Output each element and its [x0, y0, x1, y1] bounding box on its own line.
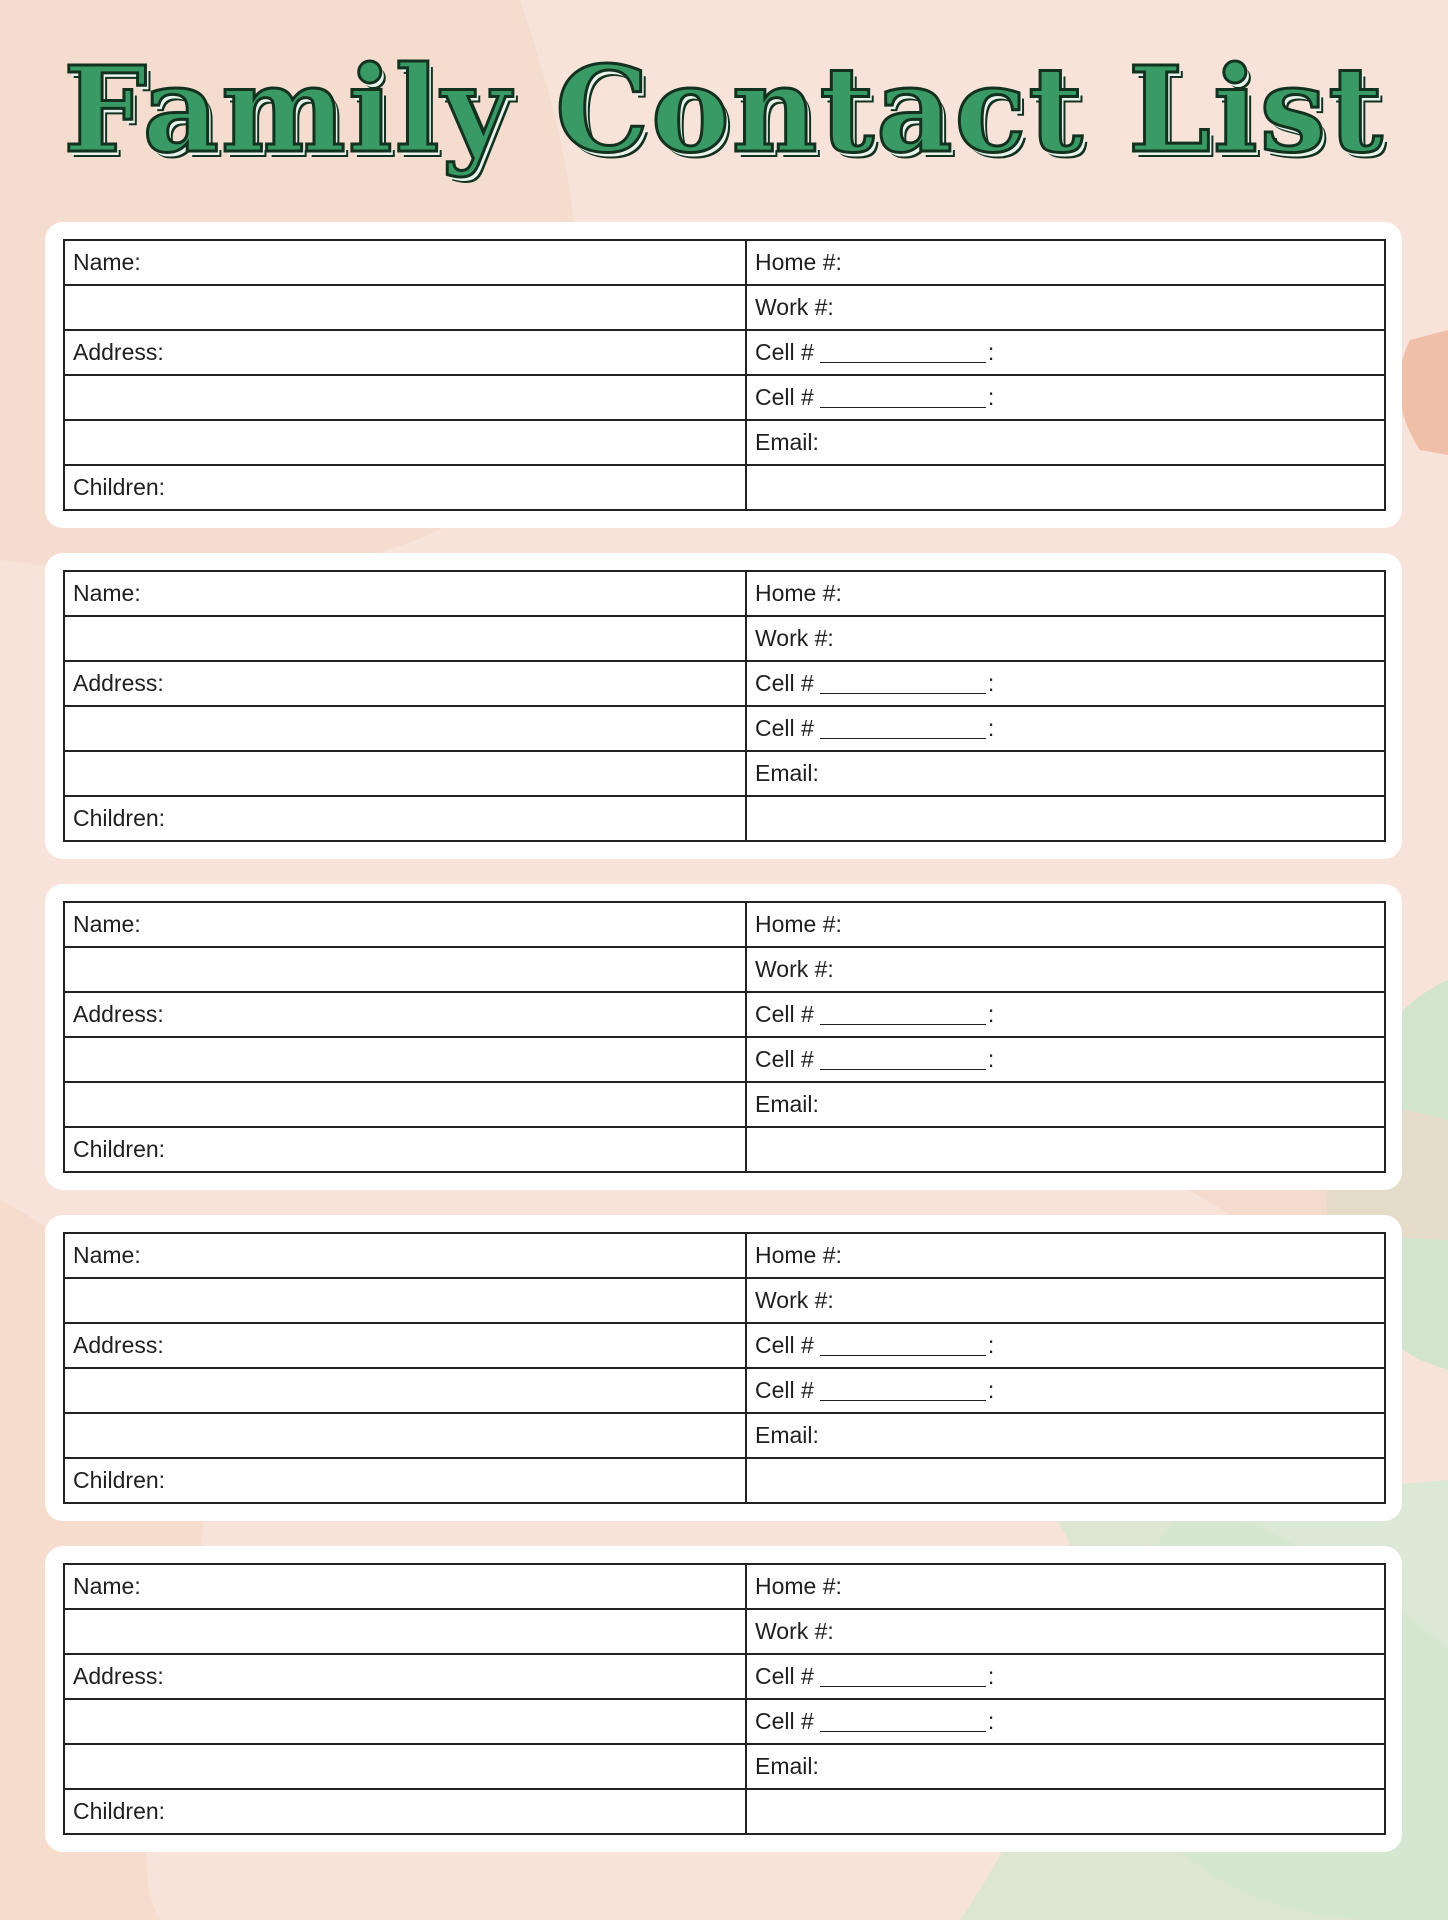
extra-field[interactable] — [746, 1789, 1385, 1834]
name-field[interactable] — [64, 240, 746, 285]
table-row — [64, 1082, 1385, 1127]
table-row — [64, 992, 1385, 1037]
cell-name-blank[interactable] — [820, 1004, 986, 1025]
address-line-field[interactable] — [64, 1368, 746, 1413]
cell-phone-field[interactable] — [746, 1323, 1385, 1368]
cell-suffix: : — [987, 1046, 995, 1072]
cell-phone-field[interactable] — [746, 992, 1385, 1037]
table-row — [64, 1458, 1385, 1503]
home-phone-field[interactable] — [746, 1233, 1385, 1278]
contact-table — [63, 1563, 1386, 1835]
email-field[interactable] — [746, 1413, 1385, 1458]
cell-phone-label: Cell # — [755, 1332, 814, 1358]
children-label: Children: — [73, 805, 166, 831]
address-field[interactable] — [64, 992, 746, 1037]
table-row — [64, 706, 1385, 751]
email-label: Email: — [755, 1091, 819, 1117]
work-phone-field[interactable] — [746, 1278, 1385, 1323]
table-row — [64, 1654, 1385, 1699]
table-row — [64, 285, 1385, 330]
cell-phone-field[interactable] — [746, 1654, 1385, 1699]
work-phone-label: Work #: — [755, 956, 834, 982]
table-row — [64, 465, 1385, 510]
table-row — [64, 1789, 1385, 1834]
cell-phone-field[interactable] — [746, 1037, 1385, 1082]
extra-field[interactable] — [746, 1127, 1385, 1172]
table-row — [64, 796, 1385, 841]
children-label: Children: — [73, 474, 166, 500]
page-title: Family Contact List — [63, 40, 1385, 179]
work-phone-label: Work #: — [755, 625, 834, 651]
cell-phone-label: Cell # — [755, 1377, 814, 1403]
cell-name-blank[interactable] — [820, 673, 986, 694]
name-field[interactable] — [64, 1233, 746, 1278]
contact-table — [63, 901, 1386, 1173]
address-line-field[interactable] — [64, 706, 746, 751]
cell-phone-field[interactable] — [746, 661, 1385, 706]
contact-card-1 — [45, 222, 1402, 528]
children-field[interactable] — [64, 1458, 746, 1503]
children-field[interactable] — [64, 465, 746, 510]
cell-phone-label: Cell # — [755, 670, 814, 696]
address-line-field[interactable] — [64, 751, 746, 796]
name-label: Name: — [73, 249, 141, 275]
address-label: Address: — [73, 1001, 164, 1027]
table-row — [64, 1233, 1385, 1278]
children-label: Children: — [73, 1798, 166, 1824]
extra-field[interactable] — [746, 1458, 1385, 1503]
contact-card-5 — [45, 1546, 1402, 1852]
cell-suffix: : — [987, 1663, 995, 1689]
table-row — [64, 1609, 1385, 1654]
children-field[interactable] — [64, 796, 746, 841]
cell-phone-label: Cell # — [755, 1001, 814, 1027]
cell-suffix: : — [987, 715, 995, 741]
cell-name-blank[interactable] — [820, 1049, 986, 1070]
cell-phone-label: Cell # — [755, 384, 814, 410]
work-phone-label: Work #: — [755, 294, 834, 320]
table-row — [64, 571, 1385, 616]
table-row — [64, 1744, 1385, 1789]
children-field[interactable] — [64, 1127, 746, 1172]
cell-phone-field[interactable] — [746, 1368, 1385, 1413]
children-label: Children: — [73, 1136, 166, 1162]
table-row — [64, 1564, 1385, 1609]
email-field[interactable] — [746, 751, 1385, 796]
table-row — [64, 1368, 1385, 1413]
table-row — [64, 330, 1385, 375]
address-line-field[interactable] — [64, 1037, 746, 1082]
cell-name-blank[interactable] — [820, 342, 986, 363]
contact-table — [63, 570, 1386, 842]
contact-card-3 — [45, 884, 1402, 1190]
email-field[interactable] — [746, 1744, 1385, 1789]
cell-phone-field[interactable] — [746, 706, 1385, 751]
address-label: Address: — [73, 1332, 164, 1358]
table-row — [64, 661, 1385, 706]
work-phone-field[interactable] — [746, 285, 1385, 330]
address-field[interactable] — [64, 661, 746, 706]
name-label: Name: — [73, 580, 141, 606]
cell-name-blank[interactable] — [820, 1666, 986, 1687]
name-continued-field[interactable] — [64, 947, 746, 992]
table-row — [64, 1278, 1385, 1323]
cell-suffix: : — [987, 1377, 995, 1403]
cell-phone-label: Cell # — [755, 1046, 814, 1072]
cell-phone-field[interactable] — [746, 375, 1385, 420]
cell-name-blank[interactable] — [820, 387, 986, 408]
email-label: Email: — [755, 1422, 819, 1448]
work-phone-field[interactable] — [746, 947, 1385, 992]
name-field[interactable] — [64, 1564, 746, 1609]
address-label: Address: — [73, 670, 164, 696]
table-row — [64, 1323, 1385, 1368]
name-continued-field[interactable] — [64, 616, 746, 661]
name-continued-field[interactable] — [64, 1609, 746, 1654]
address-line-field[interactable] — [64, 1082, 746, 1127]
cell-name-blank[interactable] — [820, 1380, 986, 1401]
children-label: Children: — [73, 1467, 166, 1493]
email-label: Email: — [755, 1753, 819, 1779]
home-phone-label: Home #: — [755, 911, 842, 937]
cell-suffix: : — [987, 339, 995, 365]
address-field[interactable] — [64, 1323, 746, 1368]
table-row — [64, 902, 1385, 947]
cell-phone-field[interactable] — [746, 1699, 1385, 1744]
cell-phone-label: Cell # — [755, 1708, 814, 1734]
address-field[interactable] — [64, 1654, 746, 1699]
address-line-field[interactable] — [64, 1744, 746, 1789]
cell-name-blank[interactable] — [820, 1335, 986, 1356]
cell-suffix: : — [987, 384, 995, 410]
contact-card-4 — [45, 1215, 1402, 1521]
table-row — [64, 375, 1385, 420]
cell-phone-label: Cell # — [755, 715, 814, 741]
address-line-field[interactable] — [64, 375, 746, 420]
address-label: Address: — [73, 339, 164, 365]
contact-table — [63, 1232, 1386, 1504]
cell-name-blank[interactable] — [820, 1711, 986, 1732]
cell-phone-label: Cell # — [755, 339, 814, 365]
extra-field[interactable] — [746, 465, 1385, 510]
table-row — [64, 1127, 1385, 1172]
home-phone-field[interactable] — [746, 571, 1385, 616]
contact-table — [63, 239, 1386, 511]
contact-card-2 — [45, 553, 1402, 859]
cell-suffix: : — [987, 1001, 995, 1027]
table-row — [64, 240, 1385, 285]
cell-suffix: : — [987, 1708, 995, 1734]
home-phone-field[interactable] — [746, 902, 1385, 947]
name-label: Name: — [73, 1242, 141, 1268]
work-phone-label: Work #: — [755, 1287, 834, 1313]
name-continued-field[interactable] — [64, 1278, 746, 1323]
cell-name-blank[interactable] — [820, 718, 986, 739]
table-row — [64, 420, 1385, 465]
email-field[interactable] — [746, 420, 1385, 465]
table-row — [64, 947, 1385, 992]
table-row — [64, 1037, 1385, 1082]
name-label: Name: — [73, 911, 141, 937]
name-label: Name: — [73, 1573, 141, 1599]
address-line-field[interactable] — [64, 1699, 746, 1744]
home-phone-label: Home #: — [755, 1242, 842, 1268]
table-row — [64, 1413, 1385, 1458]
cell-phone-field[interactable] — [746, 330, 1385, 375]
work-phone-label: Work #: — [755, 1618, 834, 1644]
home-phone-label: Home #: — [755, 1573, 842, 1599]
address-line-field[interactable] — [64, 420, 746, 465]
children-field[interactable] — [64, 1789, 746, 1834]
home-phone-label: Home #: — [755, 580, 842, 606]
address-field[interactable] — [64, 330, 746, 375]
name-continued-field[interactable] — [64, 285, 746, 330]
address-line-field[interactable] — [64, 1413, 746, 1458]
email-label: Email: — [755, 760, 819, 786]
table-row — [64, 751, 1385, 796]
cell-phone-label: Cell # — [755, 1663, 814, 1689]
table-row — [64, 616, 1385, 661]
work-phone-field[interactable] — [746, 616, 1385, 661]
email-field[interactable] — [746, 1082, 1385, 1127]
home-phone-field[interactable] — [746, 1564, 1385, 1609]
name-field[interactable] — [64, 571, 746, 616]
address-label: Address: — [73, 1663, 164, 1689]
home-phone-field[interactable] — [746, 240, 1385, 285]
extra-field[interactable] — [746, 796, 1385, 841]
email-label: Email: — [755, 429, 819, 455]
cell-suffix: : — [987, 670, 995, 696]
home-phone-label: Home #: — [755, 249, 842, 275]
cell-suffix: : — [987, 1332, 995, 1358]
name-field[interactable] — [64, 902, 746, 947]
table-row — [64, 1699, 1385, 1744]
work-phone-field[interactable] — [746, 1609, 1385, 1654]
